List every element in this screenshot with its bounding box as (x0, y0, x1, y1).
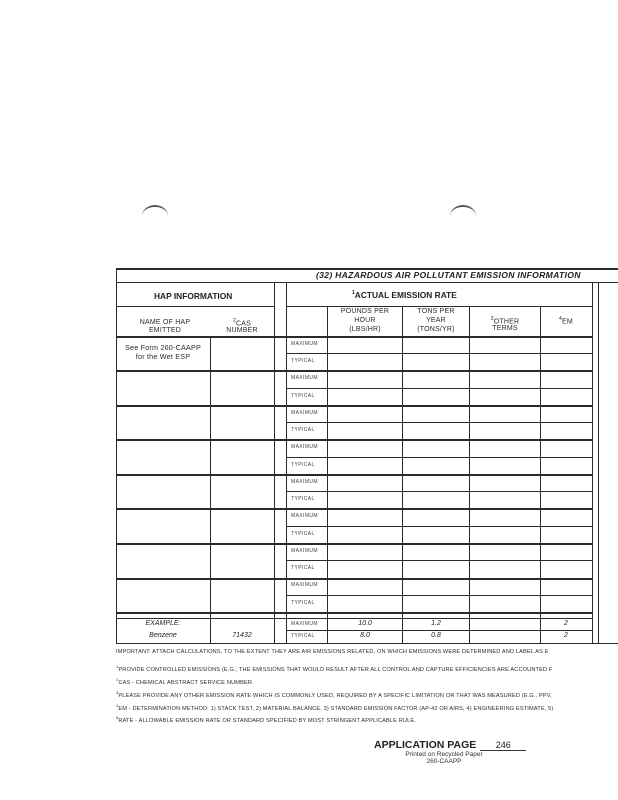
first-entry-line2: for the Wet ESP (135, 352, 191, 361)
group-rule-4 (116, 474, 592, 476)
form-title: (32) HAZARDOUS AIR POLLUTANT EMISSION INFORMATION (316, 270, 581, 280)
row-label-typical: TYPICAL (291, 565, 315, 571)
subrow-rule-3 (286, 422, 592, 423)
example-max-em: 2 (564, 620, 568, 627)
pph-header-line1: POUNDS PER (340, 308, 390, 315)
hole-punch-mark-right (450, 205, 476, 227)
row-label-maximum: MAXIMUM (291, 410, 318, 416)
row-label-maximum: MAXIMUM (291, 375, 318, 381)
row-label-typical: TYPICAL (291, 496, 315, 502)
other-header-line2: TERMS (492, 325, 518, 332)
tpy-header-line2: YEAR (426, 317, 446, 324)
subrow-rule-1 (286, 353, 592, 354)
subrow-rule-7 (286, 560, 592, 561)
group-rule-1 (116, 370, 592, 372)
row-label-maximum: MAXIMUM (291, 582, 318, 588)
group-rule-5 (116, 508, 592, 510)
em-header: $^4$EM (559, 316, 573, 326)
subrow-rule-6 (286, 526, 592, 527)
name-header-line1: NAME OF HAP (139, 319, 191, 326)
example-max-pph: 10.0 (358, 620, 372, 627)
footnote-1: $^1$PROVIDE CONTROLLED EMISSIONS (E.G., THE EMISSIONS THAT WOULD RESULT AFTER ALL CONTROL AND CAPTURE EFFICIENCIES ARE ACCOUNTED F (116, 664, 553, 673)
row-label-typical: TYPICAL (291, 358, 315, 364)
row-label-maximum: MAXIMUM (291, 548, 318, 554)
row-label-typical: TYPICAL (291, 393, 315, 399)
group-rule-3 (116, 439, 592, 441)
example-typ-em: 2 (564, 632, 568, 639)
recycled-paper-note: Printed on Recycled Paper (405, 751, 483, 758)
footnote-4: $^4$EM - DETERMINATION METHOD: 1) STACK TEST, 2) MATERIAL BALANCE, 3) STANDARD EMISSION FACTOR (AP-42 OR AIRS, 4) ENGINEERING ESTIMATE, 5) (116, 702, 554, 712)
hap-header-rule (116, 306, 274, 307)
row-label-typical: TYPICAL (291, 600, 315, 606)
row-label-typical: TYPICAL (291, 531, 315, 537)
em-right-border (592, 282, 593, 644)
row-label-maximum: MAXIMUM (291, 513, 318, 519)
example-cas-number: 71432 (232, 632, 252, 639)
hap-information-header: HAP INFORMATION (154, 291, 233, 301)
footnotes (116, 648, 618, 726)
actual-emission-rate-header: $^1$ACTUAL EMISSION RATE (352, 290, 457, 300)
example-typ-tpy: 0.8 (431, 632, 441, 639)
footnote-2: $^2$CAS - CHEMICAL ABSTRACT SERVICE NUMBER. (116, 676, 254, 686)
row-label-maximum: MAXIMUM (291, 444, 318, 450)
subrow-rule-4 (286, 457, 592, 458)
hap-emission-form (116, 268, 618, 644)
footnote-3: $^3$PLEASE PROVIDE ANY OTHER EMISSION RATE WHICH IS COMMONLY USED, REQUIRED BY A SPECIFIC LIMITATION OR THAT WAS MEASURED (E.G., PPV, (116, 689, 552, 699)
example-typ-pph: 8.0 (360, 632, 370, 639)
footnote-5: $^5$RATE - ALLOWABLE EMISSION RATE OR STANDARD SPECIFIED BY MOST STRINGENT APPLICABLE RULE. (116, 715, 416, 725)
frame-under-title (116, 282, 618, 283)
pph-header-line2: HOUR (354, 317, 376, 324)
row-label-typical: TYPICAL (291, 427, 315, 433)
name-header-line2: EMITTED (148, 327, 182, 334)
rate-column-edge (598, 282, 599, 644)
row-label-typical: TYPICAL (291, 462, 315, 468)
hole-punch-mark-left (142, 205, 168, 227)
cas-header-line1: $^2$CAS (233, 318, 251, 328)
row-label-maximum: MAXIMUM (291, 479, 318, 485)
first-entry-line1: See Form 260-CAAPP (125, 343, 201, 352)
row-label-maximum: MAXIMUM (291, 621, 318, 627)
example-rule (116, 618, 592, 619)
form-id: 260-CAAPP (426, 758, 462, 765)
example-hap-name: Benzene (149, 632, 177, 639)
group-rule-2 (116, 405, 592, 407)
other-header-line1: $^3$OTHER (490, 316, 520, 326)
application-page-label: APPLICATION PAGE 246 (374, 739, 544, 751)
page-footer (374, 739, 544, 765)
rate-header-rule (286, 306, 592, 307)
name-cas-divider (210, 336, 211, 643)
subrow-rule-2 (286, 388, 592, 389)
frame-bottom (116, 643, 618, 644)
tpy-header-line3: (TONS/YR) (417, 326, 455, 333)
subrow-rule-8 (286, 595, 592, 596)
group-rule-8 (116, 612, 592, 614)
important-note: IMPORTANT: ATTACH CALCULATIONS, TO THE EXTENT THEY ARE AIR EMISSIONS RELATED, ON WHICH EMISSIONS WERE DETERMINED AND LABEL AS E (116, 649, 549, 655)
page-number: 246 (480, 740, 526, 751)
example-label: EXAMPLE: (145, 620, 181, 627)
group-rule-7 (116, 578, 592, 580)
subrow-rule-5 (286, 491, 592, 492)
group-rule-6 (116, 543, 592, 545)
cas-header-line2: NUMBER (226, 327, 258, 334)
table-header-rule (116, 336, 592, 338)
tpy-header-line1: TONS PER (417, 308, 455, 315)
frame-left (116, 268, 117, 644)
row-label-maximum: MAXIMUM (291, 341, 318, 347)
row-label-typical: TYPICAL (291, 633, 315, 639)
subrow-rule-9 (286, 630, 592, 631)
example-max-tpy: 1.2 (431, 620, 441, 627)
pph-header-line3: (LBS/HR) (349, 326, 381, 333)
